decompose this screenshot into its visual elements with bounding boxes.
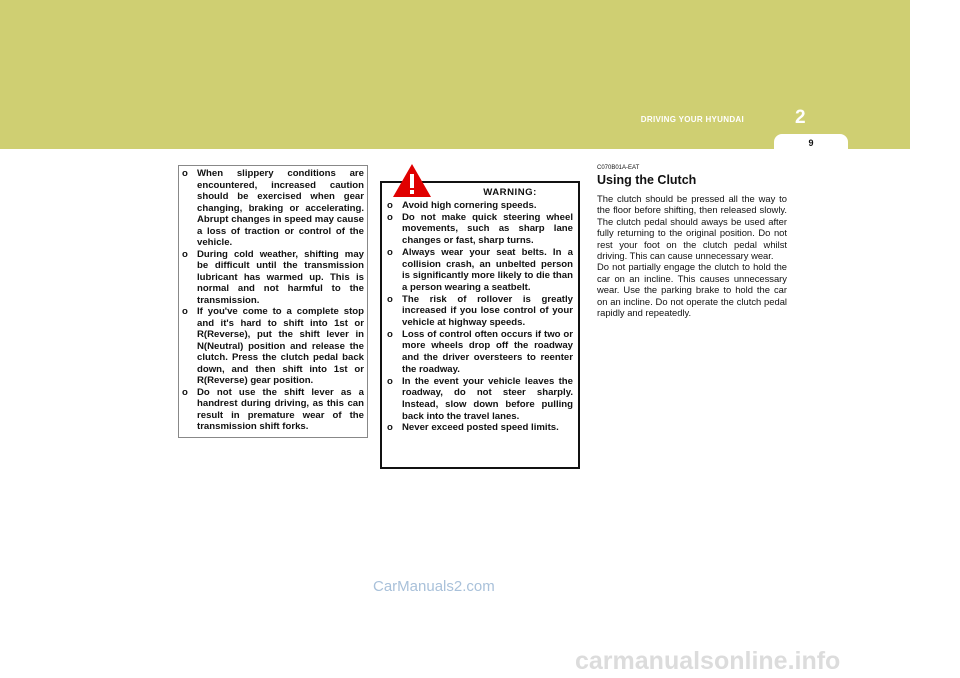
list-item: o Always wear your seat belts. In a collision crash, an unbelted person is significantly more likely to die than a person wearing a seatbelt. [387, 247, 573, 294]
chapter-number: 2 [795, 107, 806, 128]
paragraph: Do not partially engage the clutch to hold the car on an incline. This causes unnecessary wear. Use the parking brake to hold the car on an incline. Do not operate the clutch pedal rapidly and repeatedly. [597, 261, 787, 319]
watermark-link[interactable]: CarManuals2.com [373, 578, 495, 595]
list-item: o If you've come to a complete stop and it's hard to shift into 1st or R(Reverse), put the shift lever in N(Neutral) position and release the clutch. Press the clutch pedal back down, and then shift into 1st or R(Reverse) gear position. [182, 306, 364, 387]
section-title: DRIVING YOUR HYUNDAI [640, 115, 744, 124]
warning-title: WARNING: [483, 187, 537, 198]
section-code: C070B01A-EAT [597, 165, 640, 171]
list-item: o Never exceed posted speed limits. [387, 422, 573, 434]
paragraph: The clutch should be pressed all the way to the floor before shifting, then released slowly. The clutch pedal should aways be used after fully returning to the original position. Do not rest your foot on the clutch pedal whilst driving. This can cause unnecessary wear. [597, 193, 787, 262]
list-item: o In the event your vehicle leaves the roadway, do not steer sharply. Instead, slow down before pulling back into the travel lanes. [387, 376, 573, 423]
list-item: o The risk of rollover is greatly increased if you lose control of your vehicle at highway speeds. [387, 294, 573, 329]
list-item: o Loss of control often occurs if two or more wheels drop off the roadway and the driver oversteers to reenter the roadway. [387, 329, 573, 376]
header-band [0, 0, 910, 149]
caution-list-box [178, 165, 368, 438]
list-item: o Avoid high cornering speeds. [387, 200, 573, 212]
warning-triangle-icon [392, 163, 432, 198]
list-item: o Do not make quick steering wheel movements, such as sharp lane changes or fast, sharp turns. [387, 212, 573, 247]
warning-box [380, 181, 580, 469]
watermark-text: carmanualsonline.info [575, 647, 841, 675]
page-number-tab [774, 134, 848, 150]
list-item: o During cold weather, shifting may be difficult until the transmission lubricant has warmed up. This is normal and not harmful to the transmission. [182, 249, 364, 307]
section-heading: Using the Clutch [597, 173, 697, 187]
list-item: o Do not use the shift lever as a handrest during driving, as this can result in premature wear of the transmission shift forks. [182, 387, 364, 433]
clutch-section [597, 165, 787, 318]
list-item: o When slippery conditions are encountered, increased caution should be exercised when gear changing, braking or accelerating. Abrupt changes in speed may cause a loss of traction or control of the vehicle. [182, 168, 364, 249]
page-number: 9 [808, 138, 814, 148]
